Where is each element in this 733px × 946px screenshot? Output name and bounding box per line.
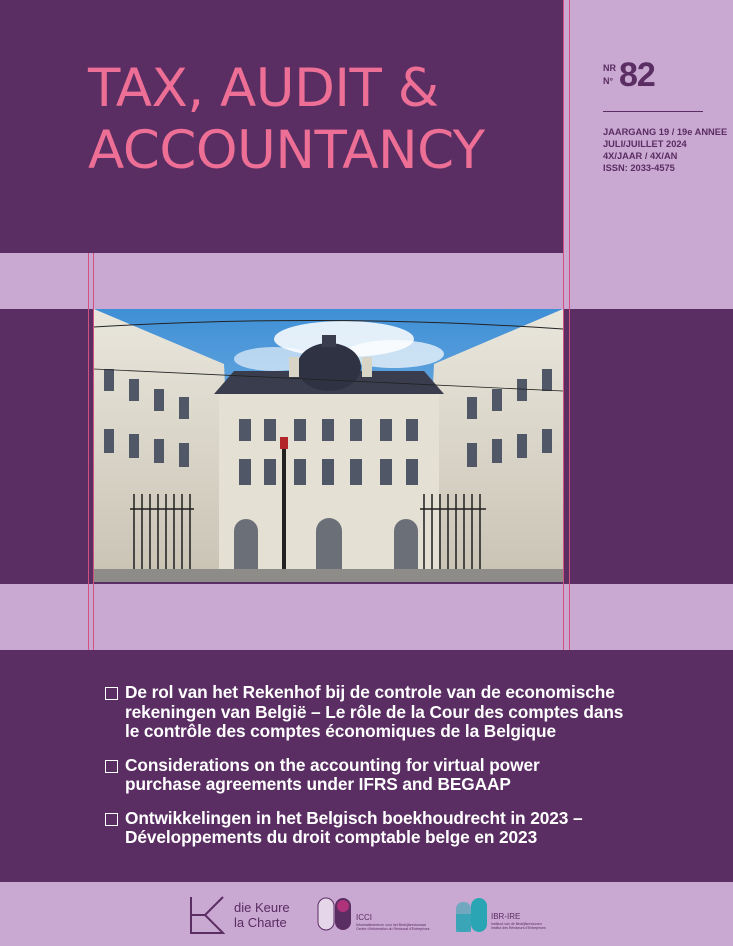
article-line: Considerations on the accounting for virtual power bbox=[125, 754, 540, 775]
band-light-bottom bbox=[0, 584, 733, 650]
issue-issn: ISSN: 2033-4575 bbox=[603, 163, 675, 173]
journal-title-line2: ACCOUNTANCY bbox=[88, 120, 485, 181]
issue-frequency: 4X/JAAR / 4X/AN bbox=[603, 151, 678, 161]
issue-label-no: N° bbox=[603, 76, 614, 86]
icci-mark-icon bbox=[316, 894, 356, 934]
issue-labels bbox=[603, 62, 616, 88]
icci-tagline-2: Centre d'Information du Révisorat d'Entreprises bbox=[356, 927, 430, 931]
guide-line-right bbox=[563, 0, 564, 650]
article-line: le contrôle des comptes économiques de la Belgique bbox=[125, 721, 556, 741]
issue-volume: JAARGANG 19 / 19e ANNEE bbox=[603, 127, 728, 137]
issue-number: 82 bbox=[619, 56, 655, 94]
cover-photo bbox=[94, 309, 563, 582]
icci-logo bbox=[316, 893, 436, 937]
band-light-top bbox=[0, 253, 733, 309]
journal-title-line1: TAX, AUDIT & bbox=[88, 58, 439, 119]
icci-name: ICCI bbox=[356, 913, 372, 922]
guide-line-right-2 bbox=[569, 0, 570, 650]
ibr-name: IBR-IRE bbox=[491, 912, 521, 921]
issue-divider bbox=[603, 111, 703, 112]
issue-meta bbox=[603, 126, 727, 174]
k-mark-icon bbox=[189, 895, 225, 935]
ibr-mark-icon bbox=[455, 894, 491, 934]
article-item[interactable] bbox=[104, 756, 724, 795]
ibr-ire-logo bbox=[455, 893, 555, 937]
article-item[interactable] bbox=[104, 809, 724, 848]
ibr-tagline-1: Instituut van de Bedrijfsrevisoren bbox=[491, 922, 542, 926]
article-item[interactable] bbox=[104, 683, 724, 742]
journal-title bbox=[88, 58, 558, 182]
article-line: De rol van het Rekenhof bij de controle van de economische bbox=[125, 682, 615, 702]
article-line: purchase agreements under IFRS and BEGAAP bbox=[125, 774, 511, 794]
article-line: rekeningen van België – Le rôle de la Cour des comptes dans bbox=[125, 701, 624, 722]
issue-date: JULI/JUILLET 2024 bbox=[603, 139, 687, 149]
checkbox-icon bbox=[105, 813, 118, 826]
building-illustration bbox=[94, 309, 563, 582]
diekeure-logo bbox=[189, 893, 309, 937]
guide-line-left bbox=[88, 253, 89, 650]
issue-label-nr: NR bbox=[603, 63, 616, 73]
article-line: Ontwikkelingen in het Belgisch boekhoudrecht in 2023 – bbox=[125, 807, 583, 828]
ibr-tagline-2: Institut des Réviseurs d'Entreprises bbox=[491, 926, 546, 930]
checkbox-icon bbox=[105, 760, 118, 773]
lacharte-name: la Charte bbox=[234, 915, 287, 930]
diekeure-name: die Keure bbox=[234, 900, 290, 915]
checkbox-icon bbox=[105, 687, 118, 700]
icci-tagline-1: Informatiecentrum voor het Bedrijfsrevisoraat bbox=[356, 923, 426, 927]
article-list bbox=[104, 683, 724, 862]
article-line: Développements du droit comptable belge en 2023 bbox=[125, 827, 538, 847]
